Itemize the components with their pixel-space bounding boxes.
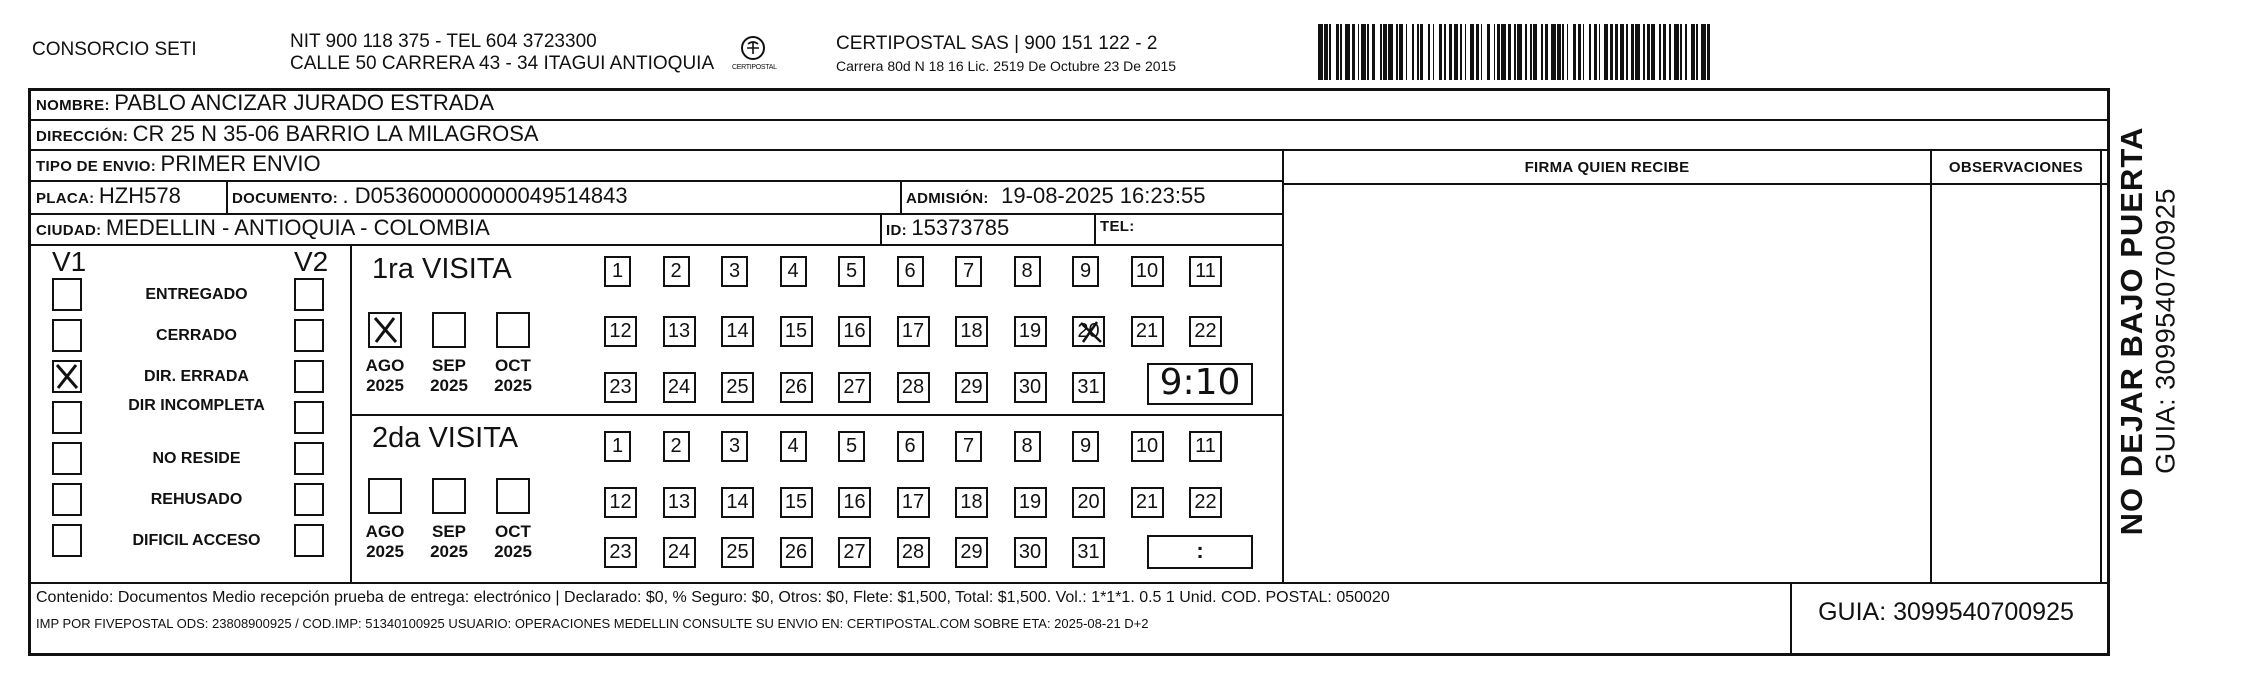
day-box[interactable]: 26 xyxy=(780,372,813,403)
day-box[interactable]: 9 xyxy=(1072,256,1099,287)
status-v1-checkbox[interactable] xyxy=(52,360,82,393)
status-label: NO RESIDE xyxy=(152,450,241,467)
nombre-row xyxy=(36,90,494,116)
day-box[interactable]: 29 xyxy=(955,372,988,403)
month-year: 2025 xyxy=(430,376,468,395)
day-box[interactable]: 13 xyxy=(663,316,696,347)
status-label: DIR. ERRADA xyxy=(144,368,249,385)
admision-value: 19-08-2025 16:23:55 xyxy=(1001,183,1206,208)
month-year: 2025 xyxy=(366,376,404,395)
day-box[interactable]: 28 xyxy=(897,372,930,403)
status-label: CERRADO xyxy=(156,327,237,344)
day-box[interactable]: 29 xyxy=(955,537,988,568)
nombre-label: NOMBRE: xyxy=(36,97,110,114)
month-year: 2025 xyxy=(494,542,532,561)
day-box[interactable]: 31 xyxy=(1072,372,1105,403)
day-box[interactable]: 17 xyxy=(897,487,930,518)
status-v1-checkbox[interactable] xyxy=(52,442,82,475)
day-box[interactable]: 17 xyxy=(897,316,930,347)
month-year: 2025 xyxy=(430,542,468,561)
day-box[interactable]: 8 xyxy=(1014,256,1041,287)
month-year: 2025 xyxy=(366,542,404,561)
day-box[interactable]: 25 xyxy=(721,537,754,568)
day-box[interactable]: 18 xyxy=(955,487,988,518)
day-box[interactable]: 30 xyxy=(1014,372,1047,403)
visit1-time[interactable]: 9:10 xyxy=(1147,363,1253,405)
day-box[interactable]: 22 xyxy=(1189,487,1222,518)
day-box[interactable]: 8 xyxy=(1014,431,1041,462)
day-box[interactable]: 16 xyxy=(838,316,871,347)
day-box[interactable]: 1 xyxy=(604,431,631,462)
visit2-time[interactable]: : xyxy=(1147,535,1253,569)
side-warning-text: NO DEJAR BAJO PUERTA xyxy=(2114,126,2149,536)
day-box[interactable]: 20 xyxy=(1072,316,1105,347)
status-v2-checkbox[interactable] xyxy=(294,278,324,311)
day-box[interactable]: 28 xyxy=(897,537,930,568)
id-row xyxy=(886,215,1009,241)
status-v1-checkbox[interactable] xyxy=(52,401,82,434)
day-box[interactable]: 16 xyxy=(838,487,871,518)
day-box[interactable]: 19 xyxy=(1014,316,1047,347)
day-box[interactable]: 11 xyxy=(1189,431,1222,462)
day-box[interactable]: 14 xyxy=(721,487,754,518)
status-label: DIR INCOMPLETA xyxy=(128,397,265,414)
observaciones-header: OBSERVACIONES xyxy=(1948,159,2084,176)
direccion-row xyxy=(36,121,539,147)
day-box[interactable]: 21 xyxy=(1131,316,1164,347)
tipo-envio-row xyxy=(36,151,321,177)
day-box[interactable]: 27 xyxy=(838,537,871,568)
day-box[interactable]: 1 xyxy=(604,256,631,287)
month-label xyxy=(483,522,543,562)
day-box[interactable]: 12 xyxy=(604,487,637,518)
v2-label: V2 xyxy=(294,246,329,277)
month-name: SEP xyxy=(431,356,467,375)
day-box[interactable]: 7 xyxy=(955,256,982,287)
placa-row xyxy=(36,183,181,209)
month-checkbox-ago[interactable] xyxy=(368,312,402,348)
admision-row xyxy=(906,183,1205,209)
footer-ods: IMP POR FIVEPOSTAL ODS: 23808900925 / COD.IMP: 51340100925 USUARIO: OPERACIONES MEDELLIN CONSULTE SU ENVIO EN: CERTIPOSTAL.COM SOBRE ETA: 2025-08-21 D+2 xyxy=(36,616,1149,631)
firma-header: FIRMA QUIEN RECIBE xyxy=(1524,159,1690,176)
status-v2-checkbox[interactable] xyxy=(294,442,324,475)
status-label: REHUSADO xyxy=(150,491,243,508)
day-box[interactable]: 31 xyxy=(1072,537,1105,568)
footer-content: Contenido: Documentos Medio recepción prueba de entrega: electrónico | Declarado: $0, % Seguro: $0, Otros: $0, Flete: $1,500, Total: $1,500. Vol.: 1*1*1. 0.5 1 Unid. COD. POSTAL: 050020 xyxy=(36,589,1390,606)
status-v2-checkbox[interactable] xyxy=(294,524,324,557)
day-box[interactable]: 4 xyxy=(780,431,807,462)
day-box[interactable]: 21 xyxy=(1131,487,1164,518)
month-label xyxy=(355,522,415,562)
side-guia xyxy=(2148,96,2184,566)
day-box[interactable]: 2 xyxy=(663,431,690,462)
day-box[interactable]: 24 xyxy=(663,372,696,403)
month-label xyxy=(355,356,415,396)
month-name: SEP xyxy=(431,522,467,541)
observaciones-area[interactable] xyxy=(1932,185,2100,581)
day-box[interactable]: 26 xyxy=(780,537,813,568)
placa-label: PLACA: xyxy=(36,190,95,207)
month-label xyxy=(483,356,543,396)
day-box[interactable]: 13 xyxy=(663,487,696,518)
month-checkbox-oct[interactable] xyxy=(496,478,530,514)
month-label xyxy=(419,522,479,562)
status-v2-checkbox[interactable] xyxy=(294,319,324,352)
day-box[interactable]: 7 xyxy=(955,431,982,462)
month-checkbox-sep[interactable] xyxy=(432,312,466,348)
day-box[interactable]: 20 xyxy=(1072,487,1105,518)
day-box[interactable]: 10 xyxy=(1131,256,1164,287)
id-value: 15373785 xyxy=(911,215,1010,240)
firma-area[interactable] xyxy=(1284,185,1930,581)
nombre-value: PABLO ANCIZAR JURADO ESTRADA xyxy=(114,90,494,115)
month-name: OCT xyxy=(495,356,531,375)
day-box[interactable]: 6 xyxy=(897,256,924,287)
status-v1-checkbox[interactable] xyxy=(52,319,82,352)
side-guia-text: GUIA: 3099540700925 xyxy=(2150,188,2181,474)
logo-text: CERTIPOSTAL xyxy=(732,64,777,71)
month-name: AGO xyxy=(365,356,405,375)
direccion-label: DIRECCIÓN: xyxy=(36,128,129,145)
nit-line: NIT 900 118 375 - TEL 604 3723300 xyxy=(290,31,597,52)
status-v1-checkbox[interactable] xyxy=(52,524,82,557)
day-box[interactable]: 6 xyxy=(897,431,924,462)
status-label: ENTREGADO xyxy=(145,286,248,303)
visit2-title: 2da VISITA xyxy=(372,422,519,454)
day-box[interactable]: 27 xyxy=(838,372,871,403)
status-v1-checkbox[interactable] xyxy=(52,278,82,311)
day-box[interactable]: 19 xyxy=(1014,487,1047,518)
day-box[interactable]: 12 xyxy=(604,316,637,347)
month-checkbox-sep[interactable] xyxy=(432,478,466,514)
documento-value: . D053600000000049514843 xyxy=(342,183,628,208)
v1-label: V1 xyxy=(52,246,87,277)
company-name: CONSORCIO SETI xyxy=(32,39,197,60)
direccion-value: CR 25 N 35-06 BARRIO LA MILAGROSA xyxy=(132,121,539,146)
month-label xyxy=(419,356,479,396)
day-box[interactable]: 18 xyxy=(955,316,988,347)
documento-row xyxy=(232,183,628,209)
month-name: OCT xyxy=(495,522,531,541)
admision-label: ADMISIÓN: xyxy=(906,190,989,207)
status-v2-checkbox[interactable] xyxy=(294,401,324,434)
day-box[interactable]: 15 xyxy=(780,316,813,347)
ciudad-value: MEDELLIN - ANTIOQUIA - COLOMBIA xyxy=(105,215,490,240)
month-checkbox-ago[interactable] xyxy=(368,478,402,514)
status-label: DIFICIL ACCESO xyxy=(132,532,261,549)
day-box[interactable]: 10 xyxy=(1131,431,1164,462)
day-box[interactable]: 30 xyxy=(1014,537,1047,568)
day-box[interactable]: 5 xyxy=(838,431,865,462)
address-line: CALLE 50 CARRERA 43 - 34 ITAGUI ANTIOQUIA xyxy=(290,53,715,74)
month-name: AGO xyxy=(365,522,405,541)
day-box[interactable]: 24 xyxy=(663,537,696,568)
day-box[interactable]: 22 xyxy=(1189,316,1222,347)
day-box[interactable]: 14 xyxy=(721,316,754,347)
placa-value: HZH578 xyxy=(98,183,181,208)
ciudad-label: CIUDAD: xyxy=(36,222,102,239)
month-year: 2025 xyxy=(494,376,532,395)
day-box[interactable]: 23 xyxy=(604,372,637,403)
month-checkbox-oct[interactable] xyxy=(496,312,530,348)
certipostal-line: CERTIPOSTAL SAS | 900 151 122 - 2 xyxy=(836,33,1158,54)
ciudad-row xyxy=(36,215,490,241)
day-box[interactable]: 11 xyxy=(1189,256,1222,287)
barcode xyxy=(1318,24,1712,80)
status-v2-checkbox[interactable] xyxy=(294,483,324,516)
day-box[interactable]: 5 xyxy=(838,256,865,287)
id-label: ID: xyxy=(886,222,907,239)
tipo-envio-label: TIPO DE ENVIO: xyxy=(36,158,157,175)
visit1-title: 1ra VISITA xyxy=(372,253,512,285)
day-box[interactable]: 15 xyxy=(780,487,813,518)
tipo-envio-value: PRIMER ENVIO xyxy=(160,151,321,176)
status-v1-checkbox[interactable] xyxy=(52,483,82,516)
day-box[interactable]: 25 xyxy=(721,372,754,403)
status-v2-checkbox[interactable] xyxy=(294,360,324,393)
tel-label: TEL: xyxy=(1100,218,1135,235)
day-box[interactable]: 3 xyxy=(721,431,748,462)
day-box[interactable]: 2 xyxy=(663,256,690,287)
day-box[interactable]: 9 xyxy=(1072,431,1099,462)
day-box[interactable]: 3 xyxy=(721,256,748,287)
day-box[interactable]: 23 xyxy=(604,537,637,568)
certipostal-logo xyxy=(732,34,777,78)
documento-label: DOCUMENTO: xyxy=(232,190,339,207)
footer-guia: GUIA: 3099540700925 xyxy=(1818,598,2074,626)
license-line: Carrera 80d N 18 16 Lic. 2519 De Octubre 23 De 2015 xyxy=(836,58,1177,74)
tel-row xyxy=(1100,218,1135,236)
day-box[interactable]: 4 xyxy=(780,256,807,287)
